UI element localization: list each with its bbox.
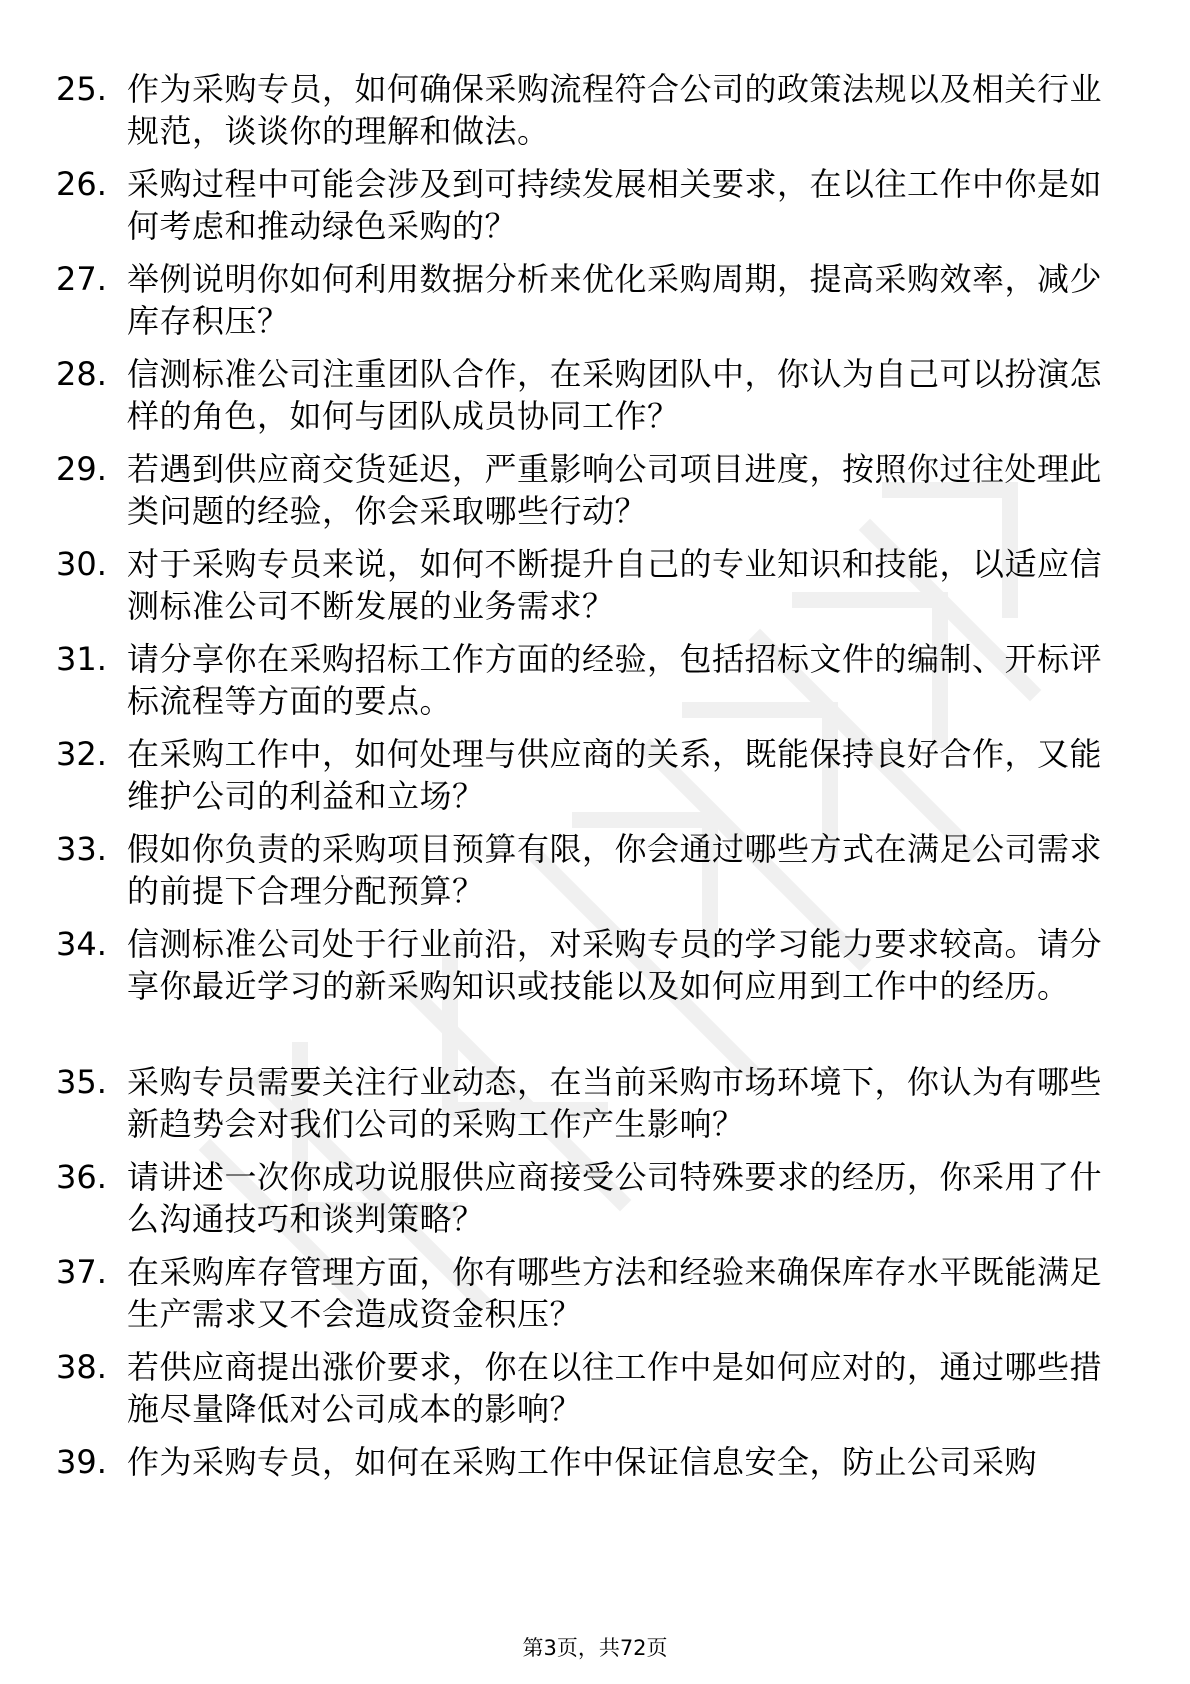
question-text: 在采购库存管理方面，你有哪些方法和经验来确保库存水平既能满足生产需求又不会造成资金积压？ xyxy=(127,1253,1103,1333)
question-number: 38. xyxy=(56,1348,107,1386)
question-number: 27. xyxy=(56,260,107,298)
question-text: 若供应商提出涨价要求，你在以往工作中是如何应对的，通过哪些措施尽量降低对公司成本的影响？ xyxy=(127,1348,1103,1428)
question-number: 29. xyxy=(56,450,107,488)
page-footer: 第3页，共72页 xyxy=(522,1636,668,1660)
question-number: 35. xyxy=(56,1063,107,1101)
question-number: 32. xyxy=(56,735,107,773)
question-text: 假如你负责的采购项目预算有限，你会通过哪些方式在满足公司需求的前提下合理分配预算？ xyxy=(127,830,1103,910)
question-number: 30. xyxy=(56,545,107,583)
question-number: 31. xyxy=(56,640,107,678)
question-number: 26. xyxy=(56,165,107,203)
question-text: 在采购工作中，如何处理与供应商的关系，既能保持良好合作，又能维护公司的利益和立场？ xyxy=(127,735,1103,815)
question-text: 作为采购专员，如何在采购工作中保证信息安全，防止公司采购 xyxy=(127,1443,1038,1481)
question-text: 作为采购专员，如何确保采购流程符合公司的政策法规以及相关行业规范，谈谈你的理解和做法。 xyxy=(127,70,1103,150)
question-text: 采购过程中可能会涉及到可持续发展相关要求，在以往工作中你是如何考虑和推动绿色采购的？ xyxy=(127,165,1103,245)
question-number: 37. xyxy=(56,1253,107,1291)
question-text: 对于采购专员来说，如何不断提升自己的专业知识和技能，以适应信测标准公司不断发展的业务需求？ xyxy=(127,545,1103,625)
question-number: 25. xyxy=(56,70,107,108)
question-text: 请讲述一次你成功说服供应商接受公司特殊要求的经历，你采用了什么沟通技巧和谈判策略？ xyxy=(127,1158,1103,1238)
question-number: 28. xyxy=(56,355,107,393)
question-text: 举例说明你如何利用数据分析来优化采购周期，提高采购效率，减少库存积压？ xyxy=(127,260,1103,340)
question-text: 信测标准公司注重团队合作，在采购团队中，你认为自己可以扮演怎样的角色，如何与团队成员协同工作？ xyxy=(127,355,1103,435)
question-number: 36. xyxy=(56,1158,107,1196)
question-number: 39. xyxy=(56,1443,107,1481)
question-text: 若遇到供应商交货延迟，严重影响公司项目进度，按照你过往处理此类问题的经验，你会采取哪些行动？ xyxy=(127,450,1103,530)
question-text: 信测标准公司处于行业前沿，对采购专员的学习能力要求较高。请分享你最近学习的新采购知识或技能以及如何应用到工作中的经历。 xyxy=(127,925,1103,1005)
question-number: 33. xyxy=(56,830,107,868)
question-number: 34. xyxy=(56,925,107,963)
question-text: 请分享你在采购招标工作方面的经验，包括招标文件的编制、开标评标流程等方面的要点。 xyxy=(127,640,1103,720)
question-text: 采购专员需要关注行业动态，在当前采购市场环境下，你认为有哪些新趋势会对我们公司的采购工作产生影响？ xyxy=(127,1063,1103,1143)
